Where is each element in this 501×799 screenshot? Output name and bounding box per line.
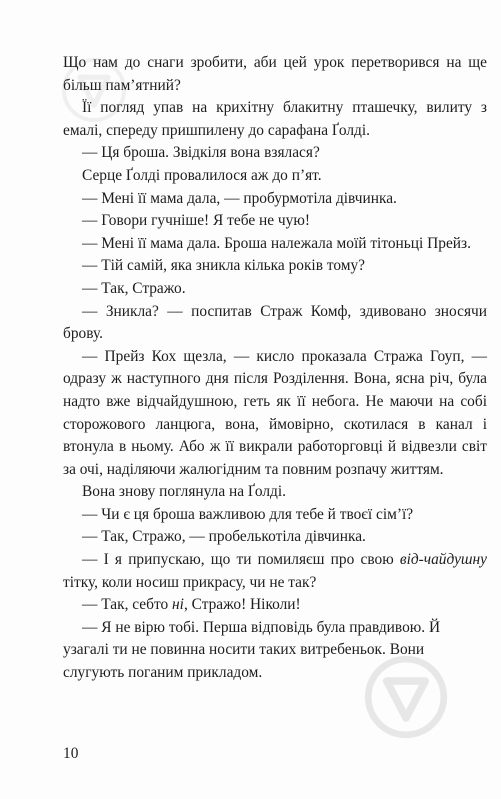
text-run: , Стражо! Ніколи! — [183, 596, 301, 614]
text-run: — Мені її мама дала. Броша належала моїй тітоньці Прейз. — [82, 234, 471, 252]
paragraph — [63, 142, 487, 165]
text-run: Серце Ґолді провалилося аж до п’ят. — [82, 166, 322, 184]
text-run: — Говори гучніше! Я тебе не чую! — [82, 212, 310, 230]
text-run: — Ця броша. Звідкіля вона взялася? — [82, 144, 320, 162]
paragraph — [63, 504, 487, 527]
text-run: Її погляд упав на крихітну блакитну пташечку, вилиту з емалі, спереду пришпилену до сарафана Ґолді. — [63, 99, 487, 139]
page-text — [63, 52, 487, 685]
paragraph — [63, 97, 487, 142]
text-run: — Мені її мама дала, — пробурмотіла дівчинка. — [82, 189, 397, 207]
text-run: — Я не вірю тобі. Перша відповідь була правдивою. Й узагалі ти не повинна носити таких витребеньок. Вони слугують поганим прикладом. — [63, 618, 441, 682]
text-run: — Тій самій, яка зникла кілька років тому? — [82, 257, 366, 275]
page-number: 10 — [63, 745, 79, 762]
paragraph — [63, 278, 487, 301]
paragraph — [63, 549, 487, 594]
text-run: — Чи є ця броша важливою для тебе й твоєї сім’ї? — [82, 505, 414, 523]
italic-text: від-чайдушну — [399, 551, 487, 569]
paragraph — [63, 617, 487, 685]
paragraph — [63, 210, 487, 233]
text-run: тітку, коли носиш прикрасу, чи не так? — [63, 573, 317, 591]
text-run: — Так, Стражо, — пробелькотіла дівчинка. — [82, 528, 366, 546]
paragraph — [63, 526, 487, 549]
paragraph — [63, 52, 487, 97]
paragraph — [63, 346, 487, 482]
text-run: — Зникла? — поспитав Страж Комф, здивовано зносячи брову. — [63, 302, 487, 343]
text-run: — Так, себто — [82, 596, 173, 614]
paragraph — [63, 481, 487, 504]
paragraph — [63, 255, 487, 278]
text-run: Що нам до снаги зробити, аби цей урок перетворився на ще більш пам’ятний? — [63, 54, 487, 94]
paragraph — [63, 188, 487, 211]
text-run: — І я припускаю, що ти помиляєш про свою — [82, 551, 400, 569]
italic-text: ні — [172, 596, 184, 614]
paragraph — [63, 233, 487, 256]
text-run: — Прейз Кох щезла, — кисло проказала Стража Гоуп, — одразу ж наступного дня після Розділення. Вона, ясна річ, була надто вже відчайдушною, геть як її небога. Не маючи на собі сторожового ланцюга, вона, ймовірно, скотилася в канал і втонула в ньому. Або ж її викрали работорговці й відвезли світ за очі, наділяючи жалюгідним та повним розпачу життям. — [63, 347, 487, 478]
paragraph — [63, 594, 487, 617]
text-run: Вона знову поглянула на Ґолді. — [82, 483, 286, 501]
paragraph — [63, 301, 487, 346]
paragraph — [63, 165, 487, 188]
text-run: — Так, Стражо. — [82, 279, 186, 297]
